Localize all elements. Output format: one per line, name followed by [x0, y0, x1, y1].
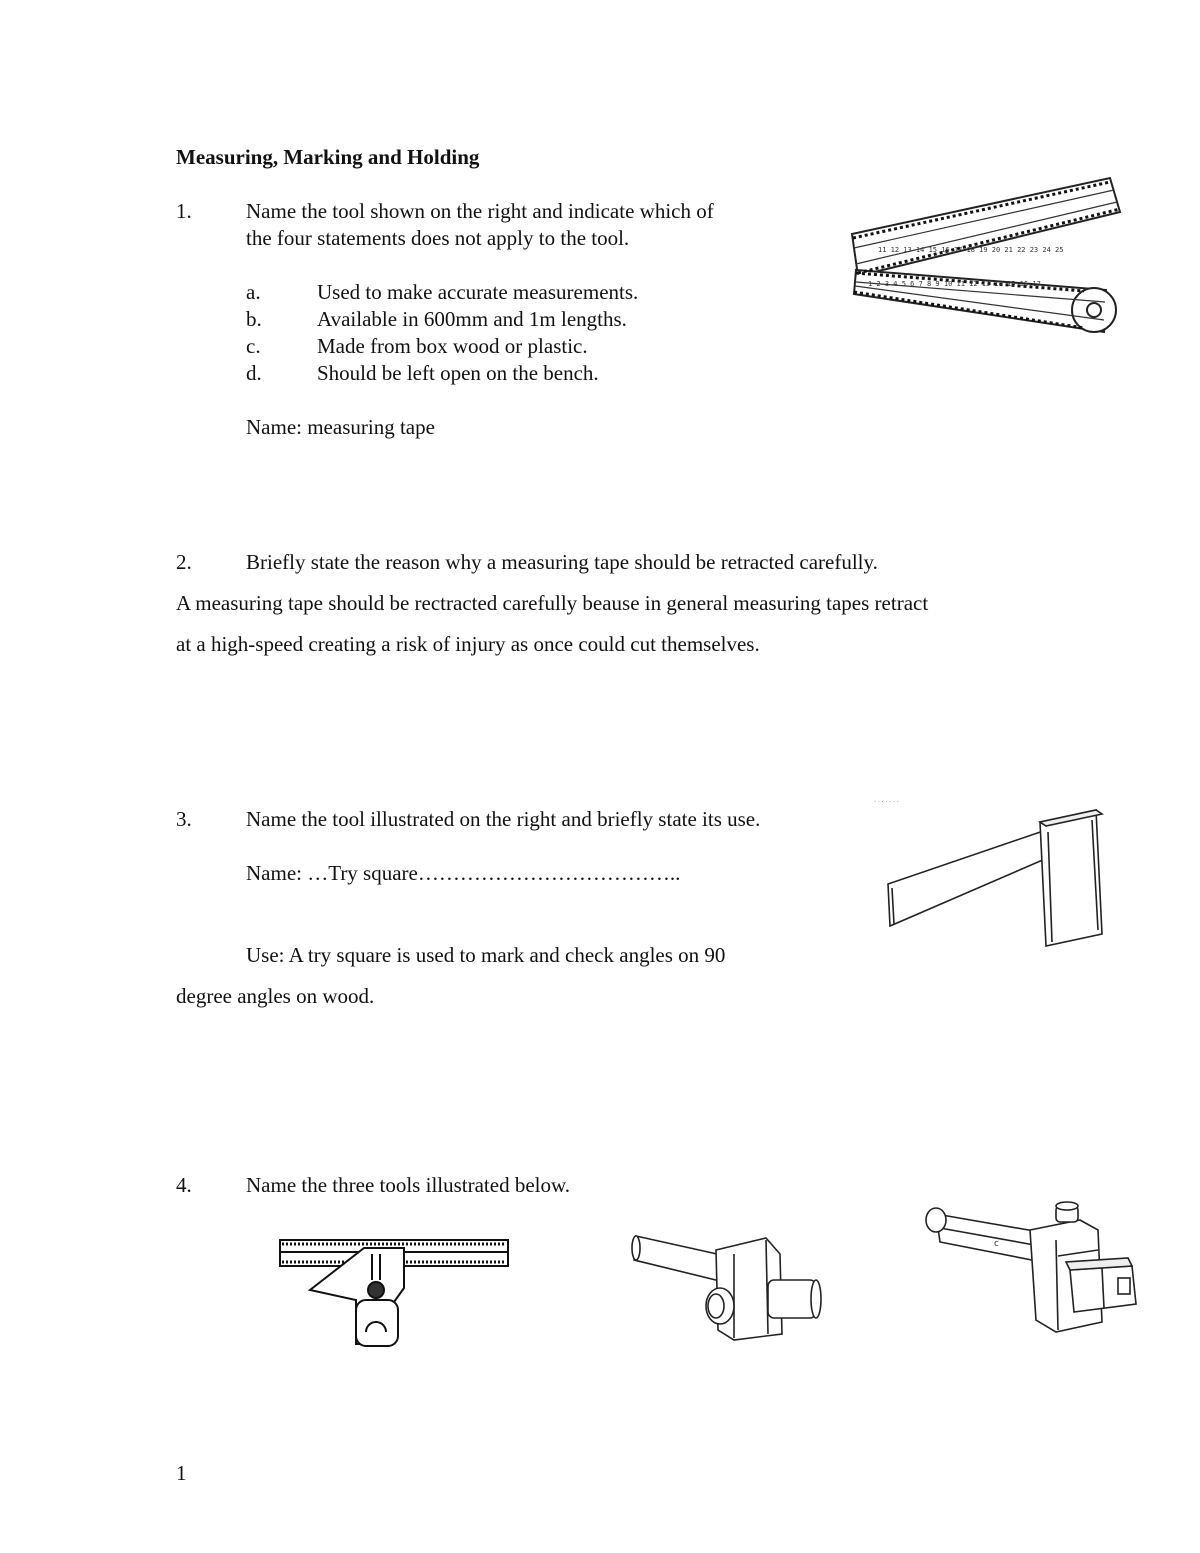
q3-question: Name the tool illustrated on the right and briefly state its use.: [246, 807, 761, 831]
q1-number: 1.: [176, 199, 192, 223]
q3-use-line2: degree angles on wood.: [176, 984, 375, 1008]
q2-question: Briefly state the reason why a measuring tape should be retracted carefully.: [246, 550, 878, 574]
q3-use-line1: Use: A try square is used to mark and check angles on 90: [246, 943, 726, 967]
mortise-gauge-icon: [920, 1196, 1144, 1338]
svg-text:1 2 3 4 5 6 7 8 9 10 11 12 13: 1 2 3 4 5 6 7 8 9 10 11 12 13 14 15 16 17: [868, 280, 1041, 288]
q1-option-text: Used to make accurate measurements.: [317, 280, 639, 304]
page-number: 1: [176, 1461, 187, 1485]
q4-number: 4.: [176, 1173, 192, 1197]
q1-option-letter: b.: [246, 307, 262, 331]
q1-option-letter: a.: [246, 280, 261, 304]
page-title: Measuring, Marking and Holding: [176, 145, 480, 169]
q4-question: Name the three tools illustrated below.: [246, 1173, 571, 1197]
try-square-icon: [870, 792, 1110, 952]
combination-square-icon: [276, 1234, 512, 1354]
q1-option-text: Available in 600mm and 1m lengths.: [317, 307, 627, 331]
q1-question-line2: the four statements does not apply to the tool.: [246, 226, 630, 250]
q2-answer-line2: at a high-speed creating a risk of injury as once could cut themselves.: [176, 632, 760, 656]
svg-text:11 12 13 14 15 16 17 18 19 20: 11 12 13 14 15 16 17 18 19 20 21 22 23 24 25: [878, 246, 1064, 254]
svg-text:. . . . . . .: . . . . . . .: [874, 797, 899, 804]
q1-answer: Name: measuring tape: [246, 415, 435, 439]
q2-number: 2.: [176, 550, 192, 574]
svg-text:c: c: [994, 1239, 999, 1249]
q3-number: 3.: [176, 807, 192, 831]
q1-question-line1: Name the tool shown on the right and indicate which of: [246, 199, 714, 223]
q2-answer-line1: A measuring tape should be rectracted carefully beause in general measuring tapes retract: [176, 591, 929, 615]
q3-name-line: Name: …Try square………………………………..: [246, 861, 681, 885]
q1-option-letter: d.: [246, 361, 262, 385]
marking-gauge-icon: [630, 1226, 822, 1346]
folding-rule-icon: [848, 172, 1128, 342]
q1-option-text: Made from box wood or plastic.: [317, 334, 588, 358]
q1-option-text: Should be left open on the bench.: [317, 361, 599, 385]
q1-option-letter: c.: [246, 334, 261, 358]
